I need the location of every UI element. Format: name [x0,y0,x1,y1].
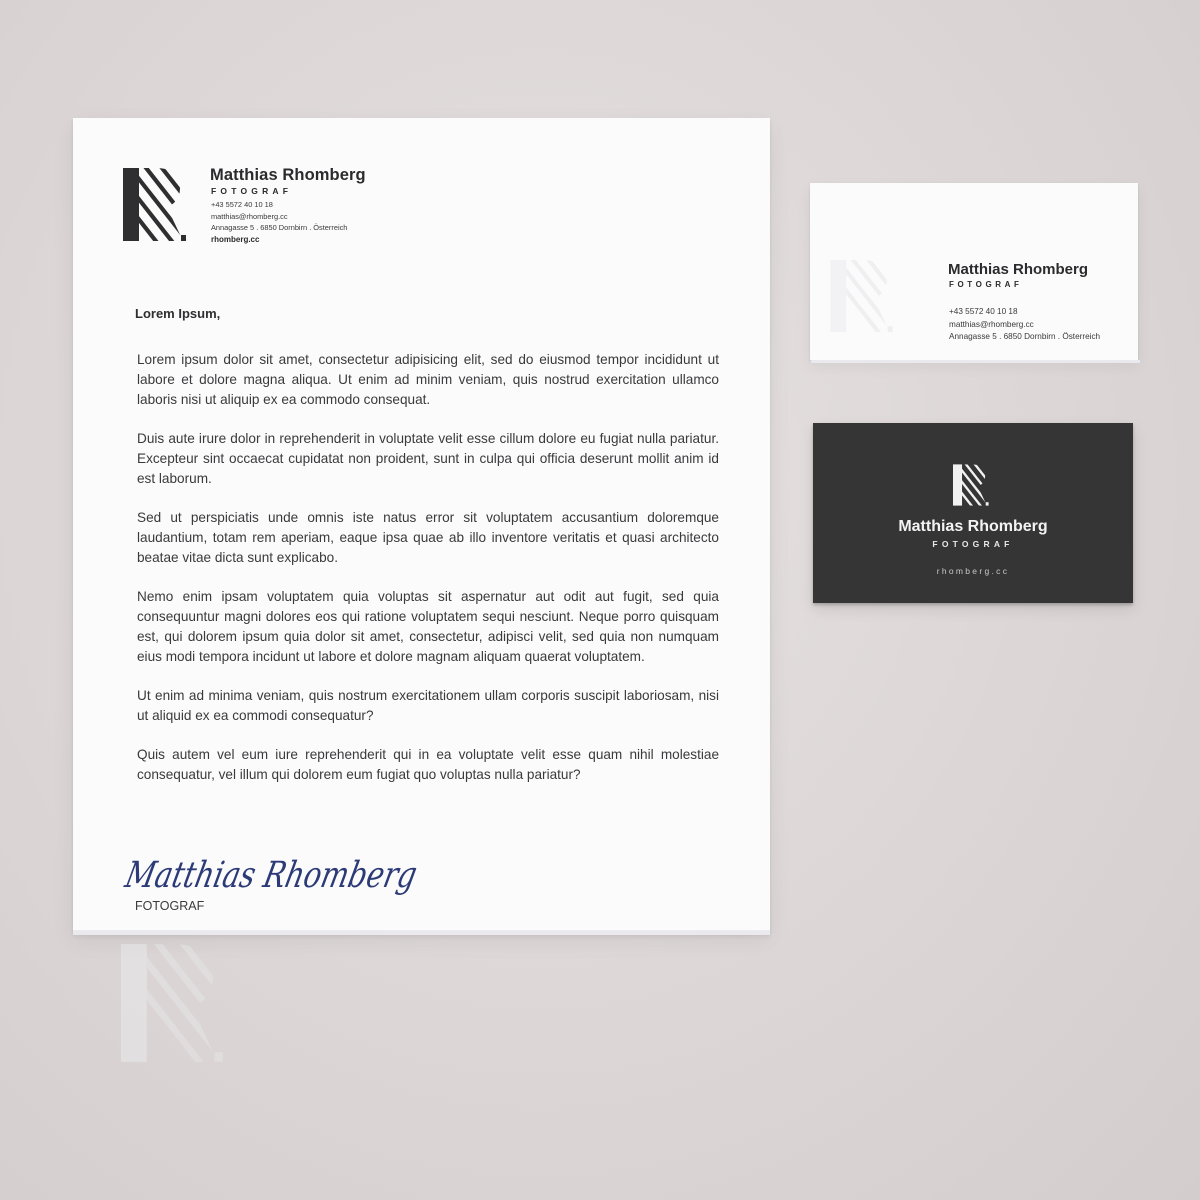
letterhead-phone: +43 5572 40 10 18 [211,200,273,209]
handwritten-signature [121,843,495,903]
r-logo-watermark-icon [830,260,892,332]
card-role: FOTOGRAF [949,280,1023,289]
letter-paragraph: Quis autem vel eum iure reprehenderit qui in ea voluptate velit esse quam nihil molestiae consequatur, vel illum qui dolorem eum fugiat quo voluptas nulla pariatur? [137,747,719,782]
card-phone: +43 5572 40 10 18 [949,307,1018,316]
r-logo-watermark-icon [121,944,221,1062]
signature-role: FOTOGRAF [135,899,205,913]
r-logo-icon [953,463,988,507]
letter-paragraph: Lorem ipsum dolor sit amet, consectetur adipisicing elit, sed do eiusmod tempor incididunt ut labore et dolore magna aliqua. Ut enim ad minim veniam, quis nostrud exercitation ullamco laboris nisi ut aliquip ex ea commodo consequat. [137,352,719,407]
letter-paragraph: Ut enim ad minima veniam, quis nostrum exercitationem ullam corporis suscipit laboriosam, nisi ut aliquid ex ea commodi consequatur? [137,688,719,723]
letter-salutation: Lorem Ipsum, [135,306,221,321]
card-name: Matthias Rhomberg [948,261,1089,278]
letterhead-sheet [73,118,770,932]
letter-paragraph: Duis aute irure dolor in reprehenderit in voluptate velit esse cillum dolore eu fugiat nulla pariatur. Excepteur sint occaecat cupidatat non proident, sunt in culpa qui officia deserunt mollit anim id est laborum. [137,431,719,486]
card-address: Annagasse 5 . 6850 Dornbirn . Österreich [949,332,1101,341]
letterhead-email: matthias@rhomberg.cc [211,212,288,221]
business-card-dark [813,423,1133,603]
letter-body [137,350,719,804]
card-website: rhomberg.cc [936,566,1010,576]
letterhead-address: Annagasse 5 . 6850 Dornbirn . Österreich [211,223,348,232]
card-email: matthias@rhomberg.cc [949,320,1034,329]
svg-text:Matthias Rhomberg: Matthias Rhomberg [121,853,495,896]
letter-paragraph: Sed ut perspiciatis unde omnis iste natus error sit voluptatem accusantium doloremque laudantium, totam rem aperiam, eaque ipsa quae ab illo inventore veritatis et quasi architecto beatae vitae dicta sunt explicabo. [137,510,719,565]
business-card-white [810,183,1138,360]
card-name: Matthias Rhomberg [898,518,1048,535]
letter-paragraph: Nemo enim ipsam voluptatem quia voluptas sit aspernatur aut odit aut fugit, sed quia consequuntur magni dolores eos qui ratione voluptatem sequi nesciunt. Neque porro quisquam est, qui dolorem ipsum quia dolor sit amet, consectetur, adipisci velit, sed quia non numquam eius modi tempora incidunt ut labore et dolore magnam aliquam quaerat voluptatem. [137,589,719,664]
letterhead-role: FOTOGRAF [211,186,293,196]
letterhead-name: Matthias Rhomberg [210,166,366,184]
r-logo-icon [123,168,185,241]
card-role: FOTOGRAF [932,539,1014,549]
letterhead-website: rhomberg.cc [211,235,260,244]
